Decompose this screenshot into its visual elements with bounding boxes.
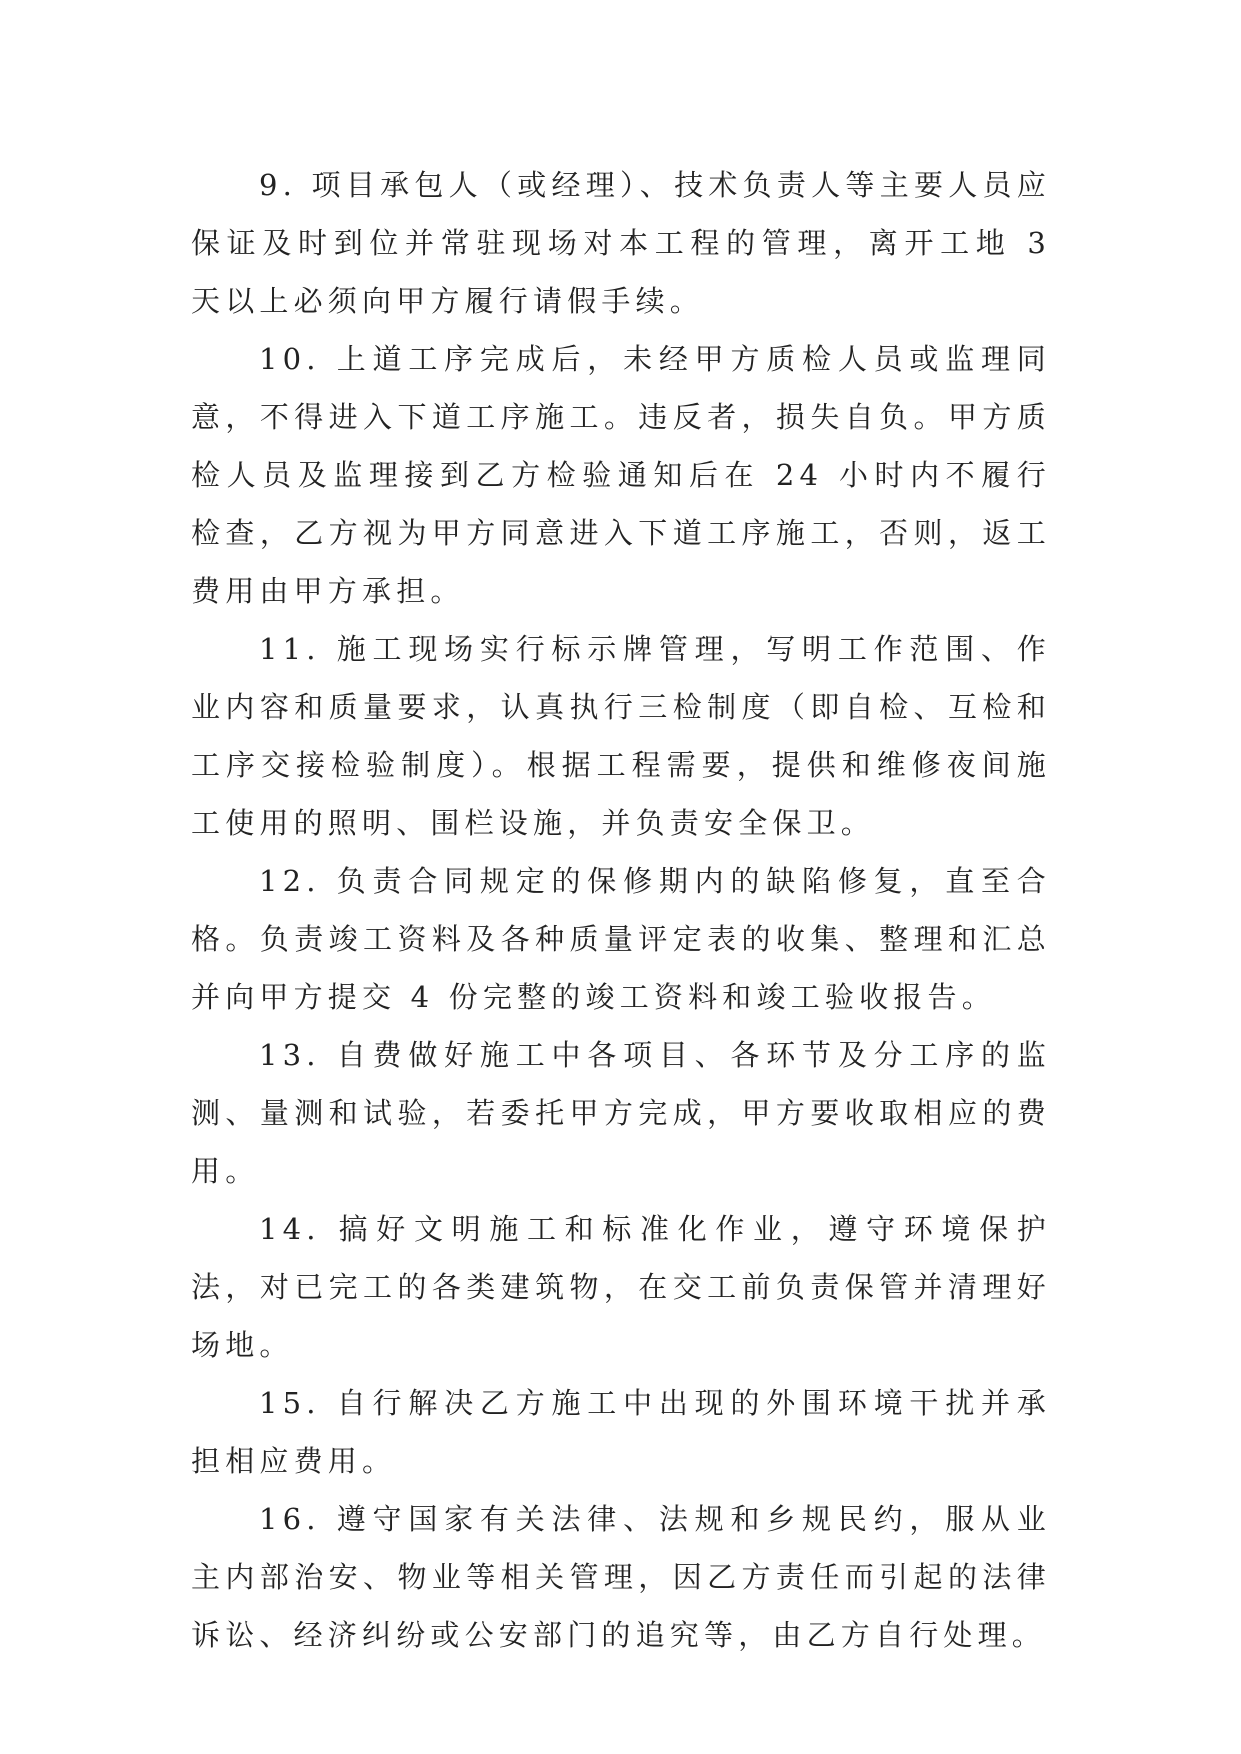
clause-9: 9. 项目承包人（或经理）、技术负责人等主要人员应保证及时到位并常驻现场对本工程的管理，离开工地 3 天以上必须向甲方履行请假手续。 [191, 168, 1051, 318]
clause-13: 13. 自费做好施工中各项目、各环节及分工序的监测、量测和试验，若委托甲方完成，甲方要收取相应的费用。 [191, 1038, 1051, 1188]
clause-12: 12. 负责合同规定的保修期内的缺陷修复，直至合格。负责竣工资料及各种质量评定表的收集、整理和汇总并向甲方提交 4 份完整的竣工资料和竣工验收报告。 [191, 864, 1051, 1014]
clause-16: 16. 遵守国家有关法律、法规和乡规民约，服从业主内部治安、物业等相关管理，因乙方责任而引起的法律诉讼、经济纠纷或公安部门的追究等，由乙方自行处理。 [191, 1502, 1051, 1652]
clause-15: 15. 自行解决乙方施工中出现的外围环境干扰并承担相应费用。 [191, 1386, 1051, 1478]
clause-10: 10. 上道工序完成后，未经甲方质检人员或监理同意，不得进入下道工序施工。违反者，损失自负。甲方质检人员及监理接到乙方检验通知后在 24 小时内不履行检查，乙方视为甲方同意进入下道工序施工，否则，返工费用由甲方承担。 [191, 342, 1051, 608]
clause-11: 11. 施工现场实行标示牌管理，写明工作范围、作业内容和质量要求，认真执行三检制度（即自检、互检和工序交接检验制度）。根据工程需要，提供和维修夜间施工使用的照明、围栏设施，并负责安全保卫。 [191, 632, 1051, 840]
document-body [191, 156, 1051, 1664]
clause-14: 14. 搞好文明施工和标准化作业，遵守环境保护法，对已完工的各类建筑物，在交工前负责保管并清理好场地。 [191, 1212, 1051, 1362]
